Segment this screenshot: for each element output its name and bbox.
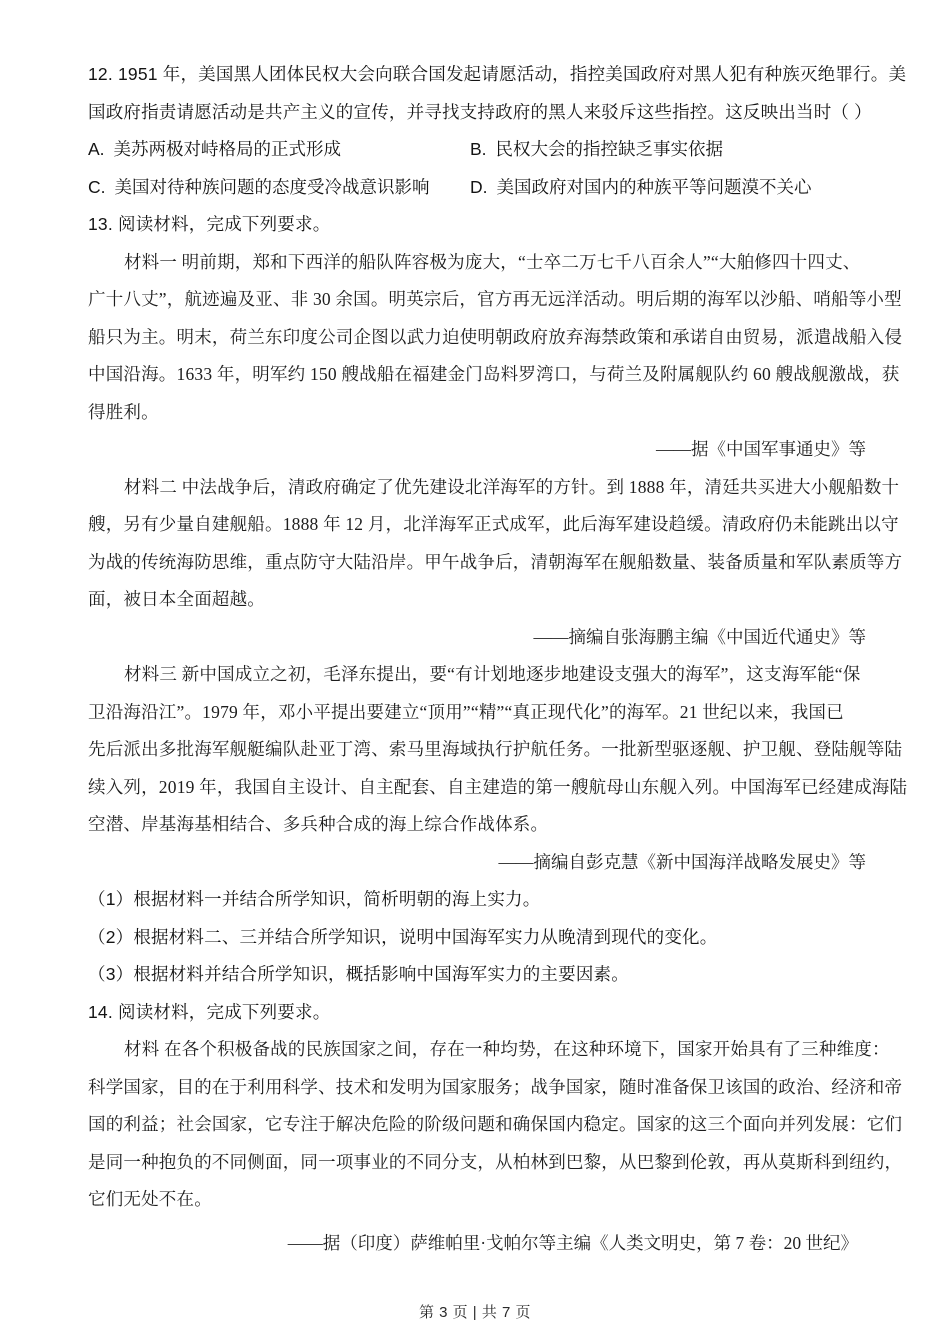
material-1-line-2: 广十八丈”，航迹遍及亚、非 30 余国。明英宗后，官方再无远洋活动。明后期的海军以沙船、哨船等小型 bbox=[88, 289, 902, 309]
question-13-prompt: 13. 阅读材料，完成下列要求。 bbox=[88, 214, 331, 234]
option-b-text: 民权大会的指控缺乏事实依据 bbox=[495, 139, 724, 159]
material-3-line-4: 续入列，2019 年，我国自主设计、自主配套、自主建造的第一艘航母山东舰入列。中国海军已经建成海陆 bbox=[88, 776, 908, 797]
material-14-source: ——据（印度）萨维帕里·戈帕尔等主编《人类文明史，第 7 卷：20 世纪》 bbox=[287, 1232, 858, 1253]
material-1-line-1: 材料一 明前期，郑和下西洋的船队阵容极为庞大，“士卒二万七千八百余人”“大舶修四十四丈、 bbox=[124, 251, 861, 272]
option-b[interactable] bbox=[470, 131, 723, 169]
material-1-line-4: 中国沿海。1633 年，明军约 150 艘战船在福建金门岛料罗湾口，与荷兰及附属舰队约 60 艘战舰激战，获 bbox=[88, 364, 900, 384]
question-14-prompt: 14. 阅读材料，完成下列要求。 bbox=[88, 1001, 331, 1022]
option-b-letter: B. bbox=[470, 139, 487, 159]
material-14-line-5: 它们无处不在。 bbox=[88, 1189, 212, 1209]
material-2-line-4: 面，被日本全面超越。 bbox=[88, 589, 265, 609]
material-2-line-1: 材料二 中法战争后，清政府确定了优先建设北洋海军的方针。到 1888 年，清廷共买进大小舰船数十 bbox=[124, 476, 900, 497]
material-3-line-2: 卫沿海沿江”。1979 年，邓小平提出要建立“顶用”“精”“真正现代化”的海军。21 世纪以来，我国已 bbox=[88, 701, 844, 722]
question-13-sub-questions bbox=[88, 881, 866, 994]
material-2-line-3: 为战的传统海防思维，重点防守大陆沿岸。甲午战争后，清朝海军在舰船数量、装备质量和军队素质等方 bbox=[88, 551, 903, 572]
question-12-stem-line-2: 国政府指责请愿活动是共产主义的宣传，并寻找支持政府的黑人来驳斥这些指控。这反映出当时（ ） bbox=[88, 101, 872, 122]
question-14-material bbox=[88, 1031, 903, 1262]
material-14-line-3: 国的利益；社会国家，它专注于解决危险的阶级问题和确保国内稳定。国家的这三个面向并列发展：它们 bbox=[88, 1114, 903, 1134]
question-12-options-row-1 bbox=[88, 131, 866, 169]
material-1-line-5: 得胜利。 bbox=[88, 401, 159, 422]
option-a-text: 美苏两极对峙格局的正式形成 bbox=[113, 139, 342, 159]
page-content bbox=[88, 56, 908, 1262]
option-a[interactable] bbox=[88, 131, 341, 169]
material-2-source: ——摘编自张海鹏主编《中国近代通史》等 bbox=[533, 626, 866, 647]
option-c[interactable] bbox=[88, 169, 430, 207]
option-d-letter: D. bbox=[470, 176, 488, 197]
material-1-line-3: 船只为主。明末，荷兰东印度公司企图以武力迫使明朝政府放弃海禁政策和承诺自由贸易，派遣战船入侵 bbox=[88, 326, 903, 347]
page-footer: 第 3 页 | 共 7 页 bbox=[418, 1304, 532, 1321]
material-14-line-2: 科学国家，目的在于利用科学、技术和发明为国家服务；战争国家，随时准备保卫该国的政治、经济和帝 bbox=[88, 1076, 903, 1097]
option-c-letter: C. bbox=[88, 176, 106, 197]
material-14-line-4: 是同一种抱负的不同侧面，同一项事业的不同分支，从柏林到巴黎，从巴黎到伦敦，再从莫斯科到纽约， bbox=[88, 1151, 903, 1172]
option-a-letter: A. bbox=[88, 139, 105, 159]
material-14-line-1: 材料 在各个积极备战的民族国家之间，存在一种均势，在这种环境下，国家开始具有了三种维度： bbox=[124, 1039, 890, 1059]
option-d-text: 美国政府对国内的种族平等问题漠不关心 bbox=[496, 176, 812, 197]
option-c-text: 美国对待种族问题的态度受冷战意识影响 bbox=[114, 176, 430, 197]
material-1-source: ——据《中国军事通史》等 bbox=[656, 439, 866, 459]
question-13-sub-3: （3）根据材料并结合所学知识，概括影响中国海军实力的主要因素。 bbox=[88, 964, 629, 984]
question-13-material-3 bbox=[88, 656, 908, 881]
question-13-material-1 bbox=[88, 244, 903, 469]
question-12-stem-line-1: 12. 1951 年，美国黑人团体民权大会向联合国发起请愿活动，指控美国政府对黑人犯有种族灭绝罪行。美 bbox=[88, 64, 907, 84]
question-12-options-row-2 bbox=[88, 169, 866, 207]
material-3-line-3: 先后派出多批海军舰艇编队赴亚丁湾、索马里海域执行护航任务。一批新型驱逐舰、护卫舰、登陆舰等陆 bbox=[88, 739, 903, 759]
material-2-line-2: 艘，另有少量自建舰船。1888 年 12 月，北洋海军正式成军，此后海军建设趋缓。清政府仍未能跳出以守 bbox=[88, 514, 899, 534]
material-3-line-5: 空潜、岸基海基相结合、多兵种合成的海上综合作战体系。 bbox=[88, 814, 549, 834]
question-13-material-2 bbox=[88, 469, 903, 657]
question-14 bbox=[88, 994, 903, 1263]
question-13-sub-1: （1）根据材料一并结合所学知识，简析明朝的海上实力。 bbox=[88, 889, 541, 909]
question-13 bbox=[88, 206, 908, 994]
question-12 bbox=[88, 56, 907, 206]
material-3-source: ——摘编自彭克慧《新中国海洋战略发展史》等 bbox=[498, 851, 866, 872]
option-d[interactable] bbox=[470, 169, 812, 207]
question-13-sub-2: （2）根据材料二、三并结合所学知识，说明中国海军实力从晚清到现代的变化。 bbox=[88, 926, 718, 947]
material-3-line-1: 材料三 新中国成立之初，毛泽东提出，要“有计划地逐步地建设支强大的海军”，这支海军能“保 bbox=[124, 664, 861, 684]
